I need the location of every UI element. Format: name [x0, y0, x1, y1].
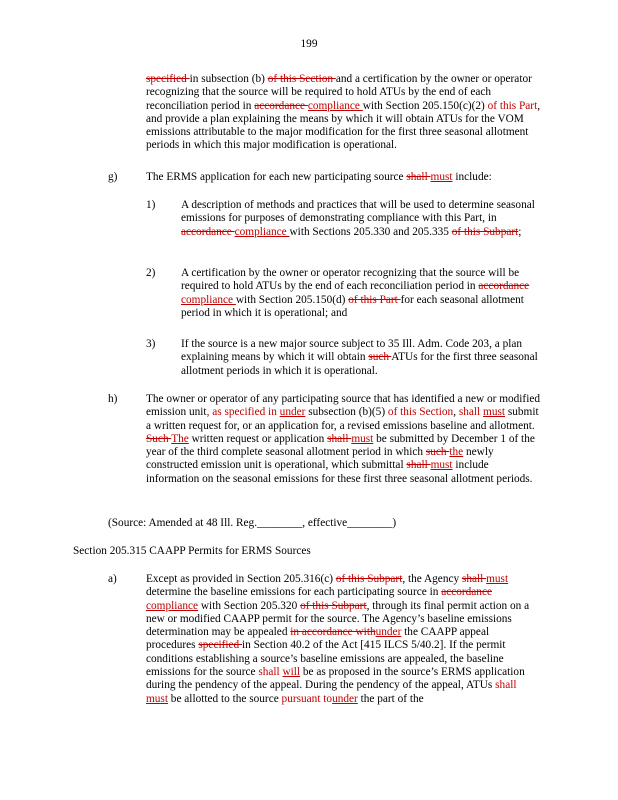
intro-paragraph	[146, 73, 541, 153]
revised-text: of this Part	[487, 99, 538, 112]
deleted-text: accordance	[478, 280, 530, 293]
deleted-text: of this Subpart	[451, 225, 519, 238]
inserted-text: under	[375, 626, 402, 639]
revised-text: shall	[458, 406, 484, 419]
text-run: for each seasonal allotment period in which it is operational; and	[181, 293, 524, 319]
text-run: submit a written request for, or an application for, a revised emissions baseline and allotment.	[146, 406, 539, 432]
text-run: the CAAPP appeal procedures	[146, 626, 490, 652]
deleted-text: of this Subpart	[335, 573, 403, 585]
deleted-text: specified	[146, 73, 190, 85]
inserted-text: must	[430, 171, 453, 183]
inserted-text: must	[483, 406, 506, 419]
inserted-text: compliance	[234, 225, 290, 238]
text-run: , the Agency	[402, 573, 462, 585]
text-run: ,	[453, 406, 459, 419]
deleted-text: accordance	[181, 225, 235, 238]
deleted-text: of this Subpart	[300, 599, 367, 612]
item-g-1-text	[181, 199, 543, 239]
item-g-1-label: 1)	[146, 199, 156, 211]
item-g-2-label: 2)	[146, 267, 156, 279]
text-run: , through its final permit action on a new or modified CAAPP permit for the source. The Agency’s baseline emissions determination may be appealed	[146, 599, 530, 639]
item-h-text	[146, 393, 541, 486]
text-run: written request or application	[188, 432, 328, 445]
text-run: include information on the seasonal emissions for these first three seasonal allotment periods.	[146, 459, 533, 485]
text-run: Except as provided in Section 205.316(c)	[146, 573, 336, 585]
text-run: ;	[518, 225, 522, 238]
text-run: be as proposed in the source’s ERMS application during the pendency of the appeal. During the pendency of the appeal, ATUs	[146, 666, 525, 692]
inserted-text: must	[486, 573, 509, 585]
text-run: in subsection (b)	[189, 73, 268, 85]
inserted-text: must	[351, 432, 374, 445]
text-run: A certification by the owner or operator recognizing that the source will be required to hold ATUs by the end of each reconciliation period in	[181, 267, 520, 293]
item-g-text	[146, 171, 541, 184]
inserted-text: will	[282, 666, 301, 679]
inserted-text: compliance	[307, 99, 363, 112]
text-run: A description of methods and practices that will be used to determine seasonal emissions for purposes of demonstrating compliance with this Part, in	[181, 199, 535, 225]
text-run: and a certification by the owner or operator recognizing that the source will be required to hold ATUs by the end of each reconciliation period in	[146, 73, 532, 112]
deleted-text: such	[368, 351, 392, 364]
revised-text: of this Section	[387, 406, 454, 419]
text-run: be allotted to the source	[167, 692, 282, 705]
text-run: with Section 205.320	[198, 599, 301, 612]
item-g-2-text	[181, 267, 543, 320]
inserted-text: compliance	[181, 293, 236, 306]
deleted-text: shall	[406, 171, 431, 183]
item-a-label: a)	[108, 573, 117, 585]
text-run: The ERMS application for each new participating source	[146, 171, 407, 183]
deleted-text: accordance	[254, 99, 308, 112]
text-run: The owner or operator of any participating source that has identified a new or modified emission unit	[146, 393, 540, 419]
text-run: determine the baseline emissions for each participating source in	[146, 586, 442, 599]
deleted-text: such	[425, 446, 450, 459]
inserted-text: under	[279, 406, 306, 419]
deleted-text: of this Part	[348, 293, 401, 306]
inserted-text: the	[449, 446, 464, 459]
item-g-3-label: 3)	[146, 338, 156, 350]
deleted-text: shall	[461, 573, 487, 585]
page-number: 199	[300, 38, 318, 50]
inserted-text: under	[332, 692, 358, 705]
text-run: subsection (b)(5)	[305, 406, 388, 419]
revised-text: shall	[495, 679, 517, 692]
deleted-text: accordance	[441, 586, 492, 599]
text-run: be submitted by December 1 of the year of the third complete seasonal allotment period in which	[146, 432, 535, 459]
deleted-text: specified	[198, 639, 242, 652]
text-run: , and provide a plan explaining the means by which it will obtain ATUs for the VOM emissions attributable to the major modification for the first three seasonal allotment periods in which this major modification is operational.	[146, 99, 541, 152]
revised-text: , as specified in	[206, 406, 280, 419]
section-heading: Section 205.315 CAAPP Permits for ERMS Sources	[73, 545, 311, 557]
text-run: newly constructed emission unit is operational, which submittal	[146, 446, 494, 472]
inserted-text: compliance	[146, 599, 199, 612]
deleted-text: shall	[327, 432, 352, 445]
source-note: (Source: Amended at 48 Ill. Reg.________, effective________)	[108, 517, 397, 529]
text-run: with Section 205.150(c)(2)	[362, 99, 488, 112]
text-run: in Section 40.2 of the Act [415 ILCS 5/40.2]. If the permit conditions establishing a source’s baseline emissions are appealed, the baseline emissions for the source	[146, 639, 506, 679]
text-run: with Sections 205.330 and 205.335	[289, 225, 452, 238]
item-h-label: h)	[108, 393, 118, 405]
item-g-3-text	[181, 338, 543, 378]
text-run: If the source is a new major source subject to 35 Ill. Adm. Code 203, a plan explaining means by which it will obtain	[181, 338, 523, 364]
revised-text: pursuant to	[281, 692, 333, 705]
inserted-text: must	[146, 692, 168, 705]
deleted-text: in accordance with	[290, 626, 376, 639]
revised-text: shall	[258, 666, 283, 679]
text-run: the part of the	[357, 692, 424, 705]
deleted-text: Such	[146, 432, 172, 445]
text-run: include:	[452, 171, 492, 183]
deleted-text: shall	[406, 459, 431, 472]
text-run: ATUs for the first three seasonal allotment periods in which it is operational.	[181, 351, 538, 377]
item-g-label: g)	[108, 171, 118, 183]
deleted-text: of this Section	[267, 73, 336, 85]
text-run: with Section 205.150(d)	[235, 293, 349, 306]
inserted-text: The	[171, 432, 189, 445]
inserted-text: must	[430, 459, 453, 472]
item-a-text	[146, 573, 541, 706]
